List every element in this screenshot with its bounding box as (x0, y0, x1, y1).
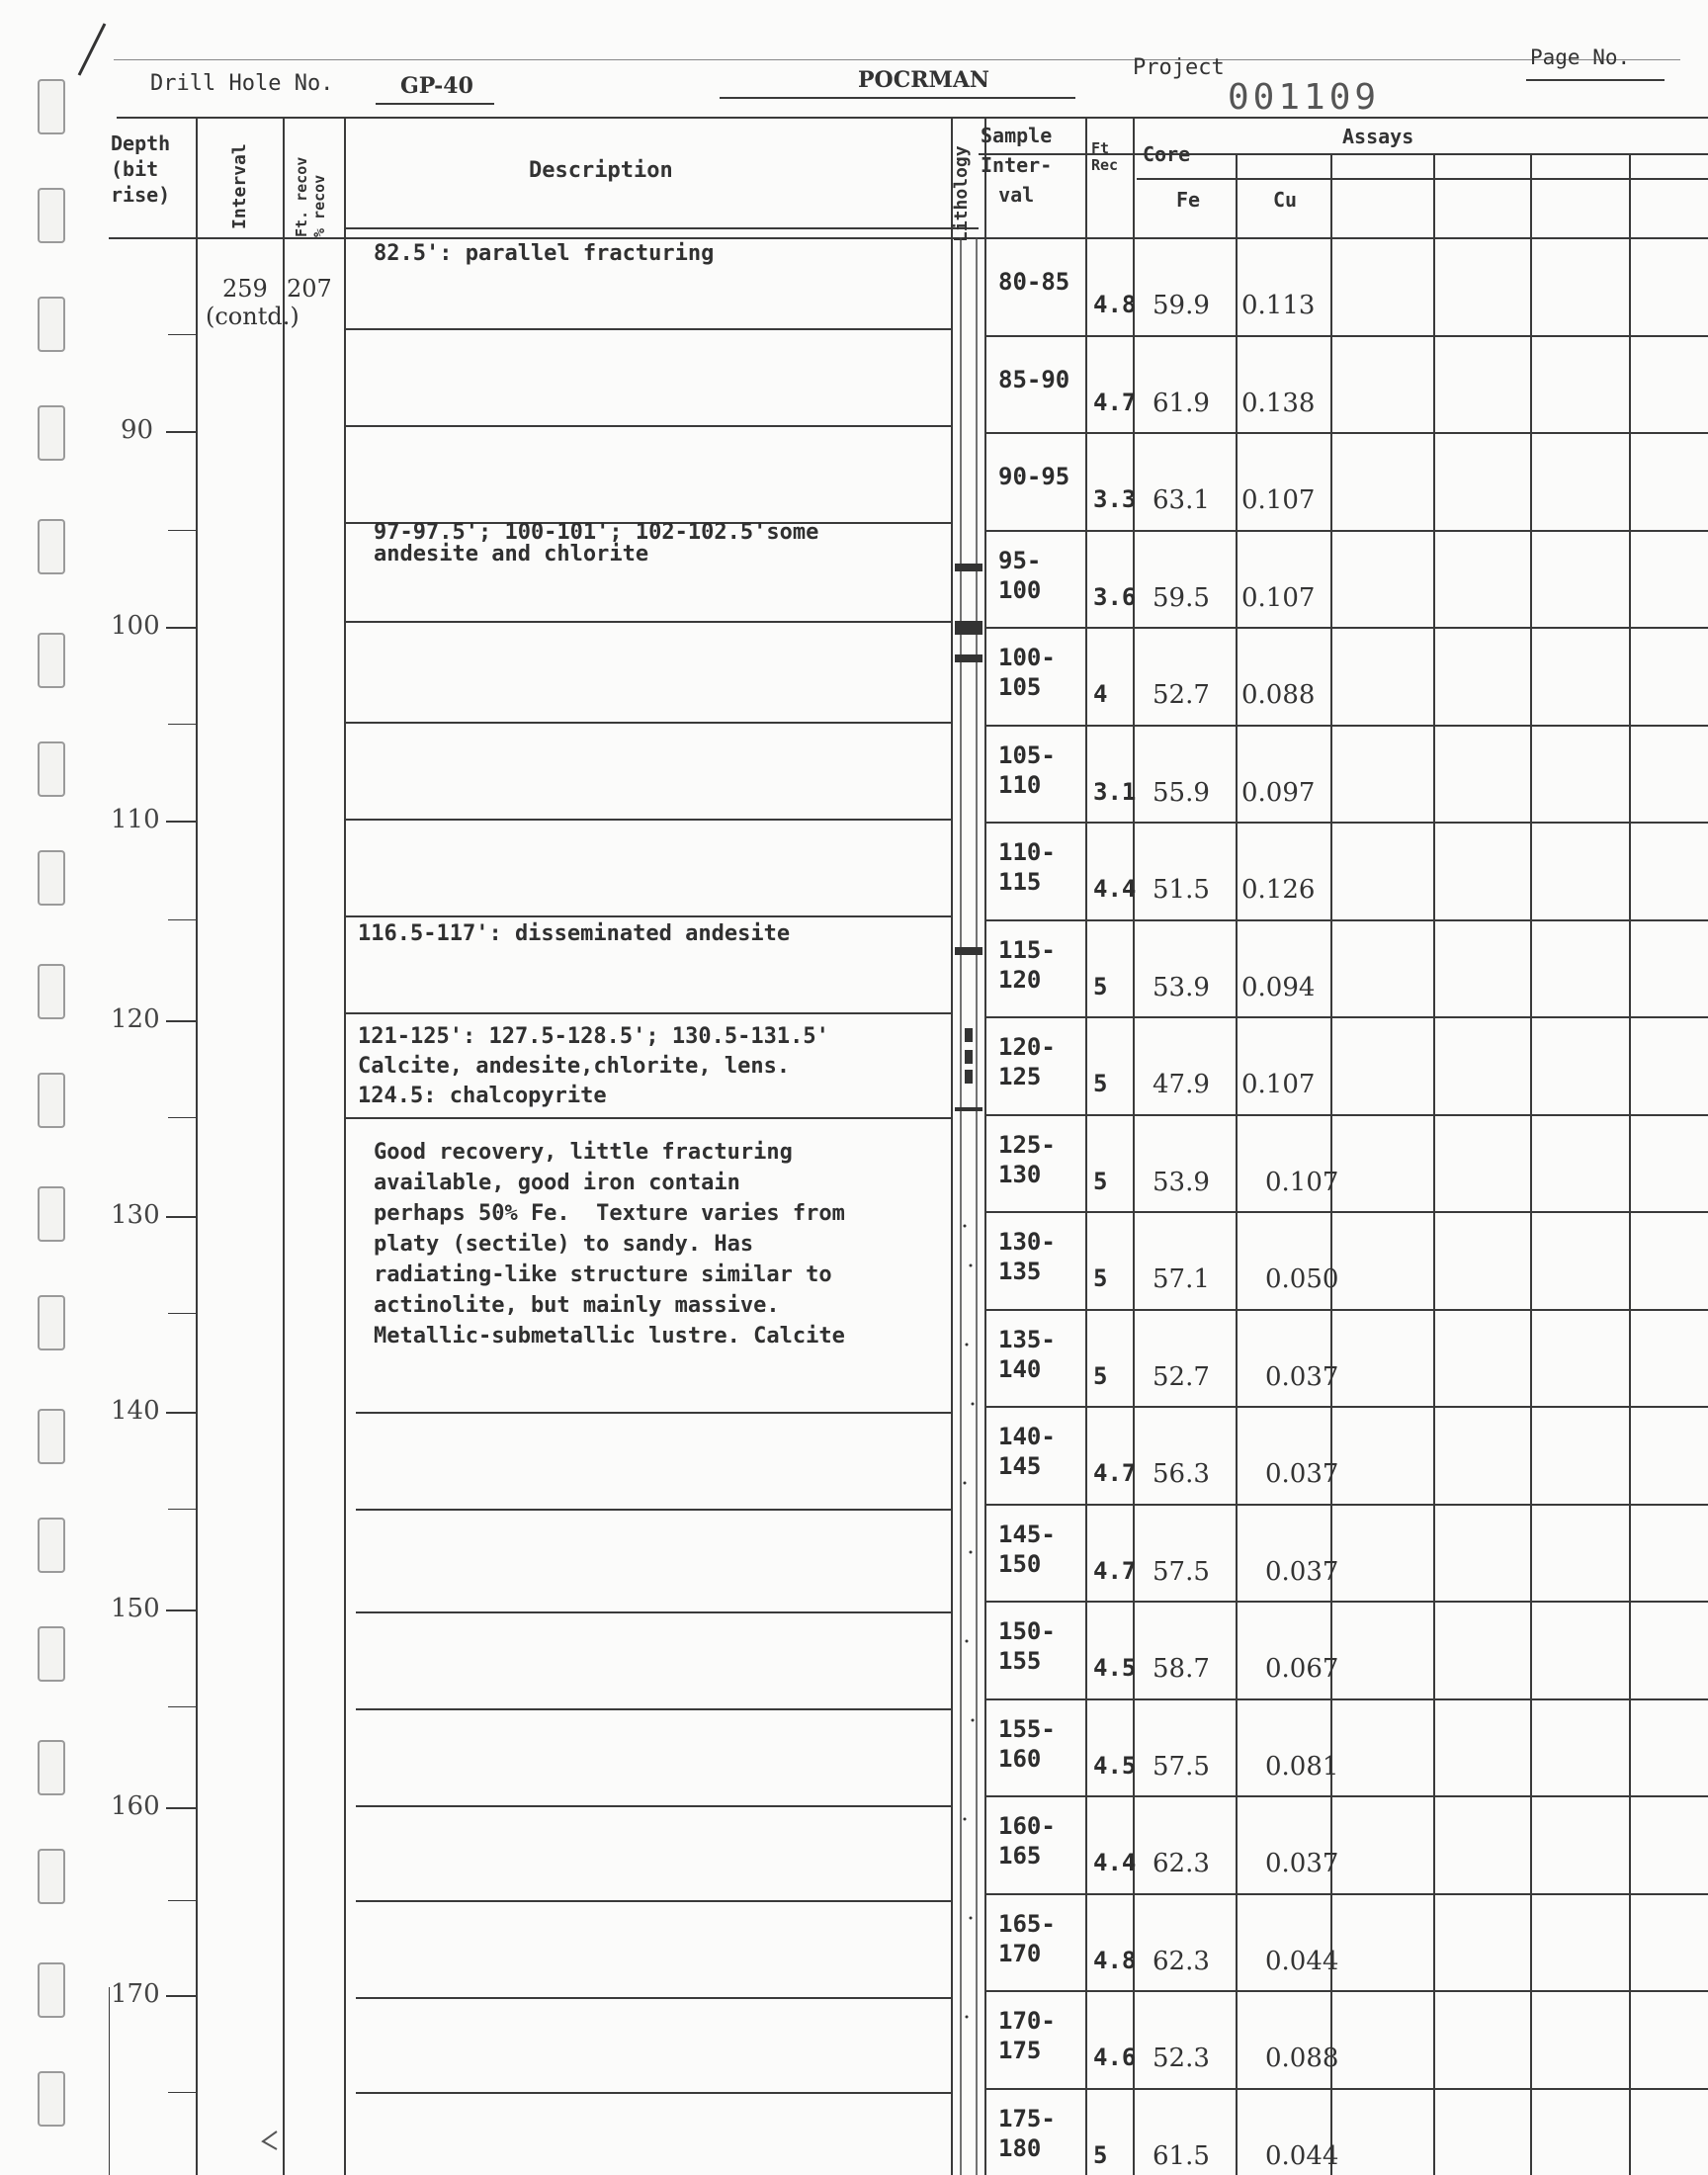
sample-interval: 105- 110 (998, 740, 1056, 799)
description-rule (356, 1509, 951, 1511)
sample-row-rule (984, 1504, 1708, 1506)
ft-recovered: 5 (1093, 1070, 1108, 1097)
depth-tick-major (166, 431, 198, 433)
ft-recovered: 4.5 (1093, 1654, 1137, 1682)
description-rule (356, 1611, 951, 1613)
sample-interval: 95- 100 (998, 546, 1042, 604)
ft-recovered: 4.7 (1093, 1556, 1137, 1585)
check-mark (255, 2126, 285, 2155)
sample-row-rule (984, 1601, 1708, 1603)
description-rule (346, 1012, 951, 1014)
ft-recovered: 3.6 (1093, 582, 1137, 611)
fe-value: 56.3 (1153, 1459, 1210, 1489)
sample-interval: 140- 145 (998, 1423, 1056, 1480)
sample-interval: 90-95 (998, 463, 1070, 490)
cu-value: 0.050 (1265, 1264, 1339, 1294)
punch-hole (38, 188, 65, 243)
punch-hole (38, 741, 65, 797)
header-top-rule (114, 59, 1680, 60)
fe-value: 52.3 (1153, 2044, 1210, 2073)
sample-interval: 120- 125 (998, 1033, 1056, 1090)
ft-recovered: 4.7 (1093, 388, 1137, 416)
fe-value: 61.9 (1153, 388, 1210, 418)
sample-row-rule (984, 1990, 1708, 1992)
punch-hole (38, 1409, 65, 1464)
cu-value: 0.107 (1241, 485, 1316, 515)
fe-value: 58.7 (1153, 1654, 1210, 1684)
description-rule (356, 1997, 951, 1999)
punch-hole (38, 1626, 65, 1682)
header-bottom-rule (109, 237, 1708, 239)
cu-value: 0.037 (1265, 1849, 1339, 1878)
cu-value: 0.113 (1241, 291, 1316, 320)
depth-tick-major (166, 1216, 198, 1218)
sample-row-rule (984, 335, 1708, 337)
sample-interval: 130- 135 (998, 1228, 1056, 1285)
sample-row-rule (984, 1698, 1708, 1700)
depth-header: Depth (bit rise) (111, 131, 171, 207)
cu-value: 0.081 (1265, 1751, 1339, 1782)
fe-value: 47.9 (1153, 1070, 1210, 1099)
sample-interval: 80-85 (998, 268, 1070, 296)
cu-value: 0.107 (1241, 582, 1316, 613)
depth-tick (168, 919, 198, 920)
sample-interval: 125- 130 (998, 1130, 1056, 1188)
sample-row-rule (984, 1309, 1708, 1311)
col-line-depth (196, 117, 198, 2175)
sample-interval: 115- 120 (998, 935, 1056, 994)
ft-recovered: 3.1 (1093, 777, 1137, 806)
cu-value: 0.126 (1241, 875, 1316, 905)
sample-interval: 175- 180 (998, 2104, 1056, 2162)
sample-interval: 155- 160 (998, 1714, 1056, 1773)
punch-hole (38, 519, 65, 574)
recovery-value: 207 (287, 275, 332, 303)
sample-row-rule (984, 919, 1708, 921)
sample-row-rule (984, 1114, 1708, 1116)
depth-tick-major (166, 1020, 198, 1022)
interval-value: 259 (222, 275, 268, 303)
description-entry: 121-125': 127.5-128.5'; 130.5-131.5' Calcite, andesite,chlorite, lens. 124.5: chalcopyrite (358, 1024, 829, 1108)
assays-header: Assays (1342, 125, 1414, 148)
sample-row-rule (984, 2088, 1708, 2090)
depth-label-120: 120 (111, 1004, 160, 1034)
fe-header: Fe (1176, 188, 1201, 212)
fe-value: 53.9 (1153, 972, 1210, 1002)
interval-continued: (contd.) (206, 303, 299, 330)
cu-value: 0.088 (1265, 2044, 1339, 2073)
sample-interval: 160- 165 (998, 1812, 1056, 1870)
depth-tick (168, 334, 198, 335)
sample-interval: 170- 175 (998, 2007, 1056, 2064)
punch-hole (38, 850, 65, 906)
punch-hole (38, 2071, 65, 2127)
cu-value: 0.037 (1265, 1361, 1339, 1392)
ft-recovered: 4 (1093, 680, 1108, 708)
depth-tick-major (166, 627, 198, 629)
ft-rec-header: Ft Rec (1091, 139, 1119, 174)
description-rule (346, 621, 951, 623)
col-line-sample (1085, 117, 1087, 2175)
fe-value: 62.3 (1153, 1946, 1210, 1976)
fe-value: 57.5 (1153, 1751, 1210, 1782)
cu-value: 0.044 (1265, 1946, 1339, 1976)
fe-value: 63.1 (1153, 485, 1210, 515)
depth-tick (168, 530, 198, 531)
punch-hole (38, 633, 65, 688)
fe-value: 52.7 (1153, 680, 1210, 710)
fe-value: 53.9 (1153, 1167, 1210, 1197)
assay-subheader-rule (979, 153, 1708, 155)
ft-recovered: 4.4 (1093, 875, 1137, 903)
sample-interval: 110- 115 (998, 838, 1056, 896)
drill-hole-label: Drill Hole No. (150, 71, 334, 96)
ft-recovered: 4.5 (1093, 1751, 1137, 1780)
sample-row-rule (984, 1406, 1708, 1408)
ft-recovered: 4.4 (1093, 1849, 1137, 1876)
fe-value: 52.7 (1153, 1361, 1210, 1392)
sample-row-rule (984, 530, 1708, 532)
ft-recovered: 4.8 (1093, 1946, 1137, 1974)
sample-row-rule (984, 1016, 1708, 1018)
fe-value: 62.3 (1153, 1849, 1210, 1878)
sample-row-rule (984, 822, 1708, 824)
stamp-number: 001109 (1228, 77, 1381, 118)
fe-value: 57.5 (1153, 1556, 1210, 1587)
depth-label-170: 170 (111, 1979, 160, 2009)
ft-recovered: 5 (1093, 2140, 1108, 2169)
sample-interval: 135- 140 (998, 1325, 1056, 1383)
description-rule (356, 1805, 951, 1807)
interval-header: Interval (229, 143, 250, 229)
cu-value: 0.037 (1265, 1556, 1339, 1587)
depth-label-100: 100 (111, 611, 160, 641)
depth-tick (168, 1509, 198, 1510)
cu-value: 0.067 (1265, 1654, 1339, 1684)
sample-interval: 85-90 (998, 365, 1070, 393)
depth-tick-major (166, 1610, 198, 1611)
description-rule (356, 1708, 951, 1710)
description-rule (356, 1412, 951, 1414)
drill-hole-number: GP-40 (400, 73, 473, 99)
col-line-interval (283, 117, 285, 2175)
sample-interval: 145- 150 (998, 1520, 1056, 1578)
depth-label-140: 140 (111, 1396, 160, 1426)
fe-value: 55.9 (1153, 777, 1210, 808)
ft-recovered: 4.8 (1093, 291, 1137, 318)
cu-value: 0.088 (1241, 680, 1316, 710)
description-rule (356, 1900, 951, 1902)
depth-label-150: 150 (111, 1594, 160, 1623)
ft-recovered: 5 (1093, 1167, 1108, 1195)
project-label: Project (1133, 55, 1225, 80)
description-rule (346, 915, 951, 917)
fe-value: 59.5 (1153, 582, 1210, 613)
sample-row-rule (984, 1893, 1708, 1895)
sample-interval: 100- 105 (998, 644, 1056, 701)
cu-value: 0.094 (1241, 972, 1316, 1002)
punch-hole (38, 1962, 65, 2018)
description-header: Description (529, 158, 673, 183)
sample-interval: 150- 155 (998, 1617, 1056, 1675)
sample-row-rule (984, 432, 1708, 434)
ft-recovered: 5 (1093, 972, 1108, 1000)
project-name: POCRMAN (858, 67, 990, 93)
description-rule (346, 425, 951, 427)
ft-recovered: 5 (1093, 1264, 1108, 1292)
sample-row-rule (984, 725, 1708, 727)
ft-recovered: 4.7 (1093, 1459, 1137, 1487)
punch-hole (38, 1740, 65, 1795)
fe-value: 51.5 (1153, 875, 1210, 905)
col-line-assay-4 (1530, 153, 1532, 2175)
project-underline (720, 97, 1075, 99)
assay-subheader-rule-2 (1137, 178, 1708, 180)
description-rule (346, 819, 951, 821)
depth-tick (168, 1706, 198, 1707)
punch-hole (38, 297, 65, 352)
page-number-label: Page No. (1530, 45, 1631, 69)
corner-mark (69, 20, 119, 79)
cu-value: 0.044 (1265, 2140, 1339, 2171)
depth-label-110: 110 (111, 805, 160, 834)
drill-hole-underline (376, 103, 494, 105)
depth-label-160: 160 (111, 1791, 160, 1821)
description-entry: 116.5-117': disseminated andesite (358, 921, 791, 946)
depth-label-130: 130 (111, 1200, 160, 1230)
description-rule (346, 722, 951, 724)
description-header-rule (346, 227, 979, 229)
depth-tick-major (166, 1412, 198, 1414)
fe-value: 57.1 (1153, 1264, 1210, 1294)
description-entry: Good recovery, little fracturing available, good iron contain perhaps 50% Fe. Texture varies from platy (sectile) to sandy. Has radiating-like structure similar to actinolite, but mainly massive. Metallic-submetallic lustre. Calcite (374, 1140, 845, 1348)
lithology-column (951, 237, 986, 2175)
col-line-assay-3 (1433, 153, 1435, 2175)
col-line-assay-5 (1629, 153, 1631, 2175)
sample-row-rule (984, 1211, 1708, 1213)
cu-value: 0.107 (1265, 1167, 1339, 1197)
ft-recovered: 4.6 (1093, 2044, 1137, 2071)
description-rule (346, 1117, 951, 1119)
cu-header: Cu (1273, 188, 1298, 212)
sample-interval: 165- 170 (998, 1909, 1056, 1967)
punch-hole (38, 1295, 65, 1350)
depth-tick-major (166, 821, 198, 823)
sample-row-rule (984, 1795, 1708, 1797)
core-header: Core (1143, 142, 1191, 166)
depth-tick (168, 2092, 198, 2093)
sample-interval-header: Sample Inter- val (981, 124, 1053, 207)
fe-value: 59.9 (1153, 291, 1210, 320)
depth-label-90: 90 (121, 415, 154, 445)
cu-value: 0.107 (1241, 1070, 1316, 1099)
punch-hole (38, 79, 65, 134)
description-rule (356, 2092, 951, 2094)
punch-hole (38, 964, 65, 1019)
lithology-header: Lithology (951, 145, 972, 242)
depth-tick-major (166, 1995, 198, 1997)
table-top-rule (117, 117, 1708, 119)
col-line-fe (1236, 153, 1238, 2175)
recovery-header: Ft. recov % recov (293, 156, 328, 237)
description-entry: 82.5': parallel fracturing (374, 241, 715, 266)
cu-value: 0.037 (1265, 1459, 1339, 1489)
punch-hole (38, 1186, 65, 1242)
depth-tick (168, 724, 198, 725)
punch-hole (38, 1849, 65, 1904)
description-rule (346, 328, 951, 330)
page-underline (1526, 79, 1665, 81)
punch-hole (38, 405, 65, 461)
sample-row-rule (984, 627, 1708, 629)
cu-value: 0.097 (1241, 777, 1316, 808)
fe-value: 61.5 (1153, 2140, 1210, 2171)
depth-tick (168, 1313, 198, 1314)
depth-tick (168, 1900, 198, 1901)
ft-recovered: 3.3 (1093, 485, 1137, 513)
depth-tick (168, 1117, 198, 1118)
cu-value: 0.138 (1241, 388, 1316, 418)
punch-hole (38, 1073, 65, 1128)
description-entry: 97-97.5'; 100-101'; 102-102.5'some andesite and chlorite (374, 520, 819, 566)
ft-recovered: 5 (1093, 1361, 1108, 1390)
punch-hole (38, 1518, 65, 1573)
depth-scale-edge (109, 1987, 110, 2175)
depth-tick-major (166, 1807, 198, 1809)
